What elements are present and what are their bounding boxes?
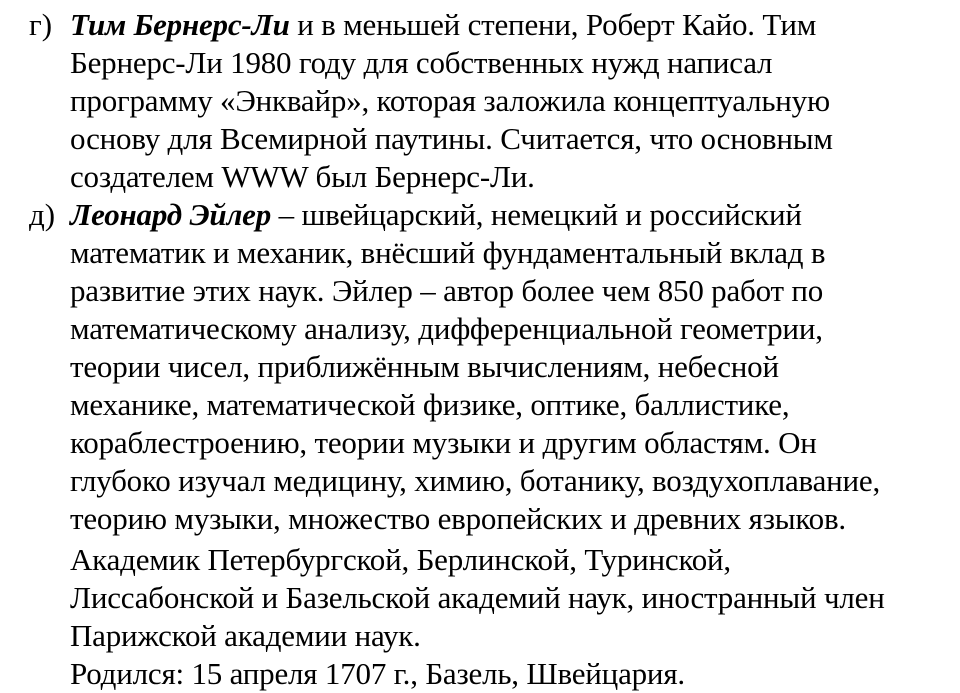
text-fragment: и в меньшей степени, Роберт Кайо. Тим [289, 7, 817, 42]
text-line: Лиссабонской и Базельской академий наук, иностранный член [70, 580, 885, 615]
list-item-d [29, 196, 954, 538]
list-marker: г) [29, 7, 53, 42]
text-line [70, 6, 954, 44]
text-line: основу для Всемирной паутины. Считается, что основным [70, 121, 833, 156]
text-line: кораблестроению, теории музыки и другим областям. Он [70, 425, 817, 460]
text-line: создателем WWW был Бернерс-Ли. [70, 159, 535, 194]
text-line: Парижской академии наук. [70, 618, 421, 653]
text-line: теории чисел, приближённым вычислениям, небесной [70, 349, 779, 384]
list-item-body [70, 6, 954, 196]
text-line: теорию музыки, множество европейских и древних языков. [70, 501, 846, 536]
text-line: Академик Петербургской, Берлинской, Туринской, [70, 542, 731, 577]
person-name: Тим Бернерс-Ли [70, 7, 290, 42]
person-name: Леонард Эйлер [70, 197, 272, 232]
birth-paragraph [70, 655, 955, 693]
text-line [70, 196, 954, 234]
text-line: развитие этих наук. Эйлер – автор более чем 850 работ по [70, 273, 824, 308]
list-marker: д) [29, 197, 56, 232]
list-item-g [29, 6, 954, 196]
list-item-body [70, 196, 954, 538]
academy-paragraph [70, 541, 955, 655]
text-line: механике, математической физике, оптике, баллистике, [70, 387, 790, 422]
text-line: Бернерс-Ли 1980 году для собственных нужд написал [70, 45, 773, 80]
text-fragment: – швейцарский, немецкий и российский [271, 197, 802, 232]
text-line: математическому анализу, дифференциальной геометрии, [70, 311, 823, 346]
text-line: математик и механик, внёсший фундаментальный вклад в [70, 235, 826, 270]
text-line: программу «Энквайр», которая заложила концептуальную [70, 83, 830, 118]
text-line: глубоко изучал медицину, химию, ботанику, воздухоплавание, [70, 463, 881, 498]
birth-line: Родился: 15 апреля 1707 г., Базель, Швейцария. [70, 656, 685, 691]
